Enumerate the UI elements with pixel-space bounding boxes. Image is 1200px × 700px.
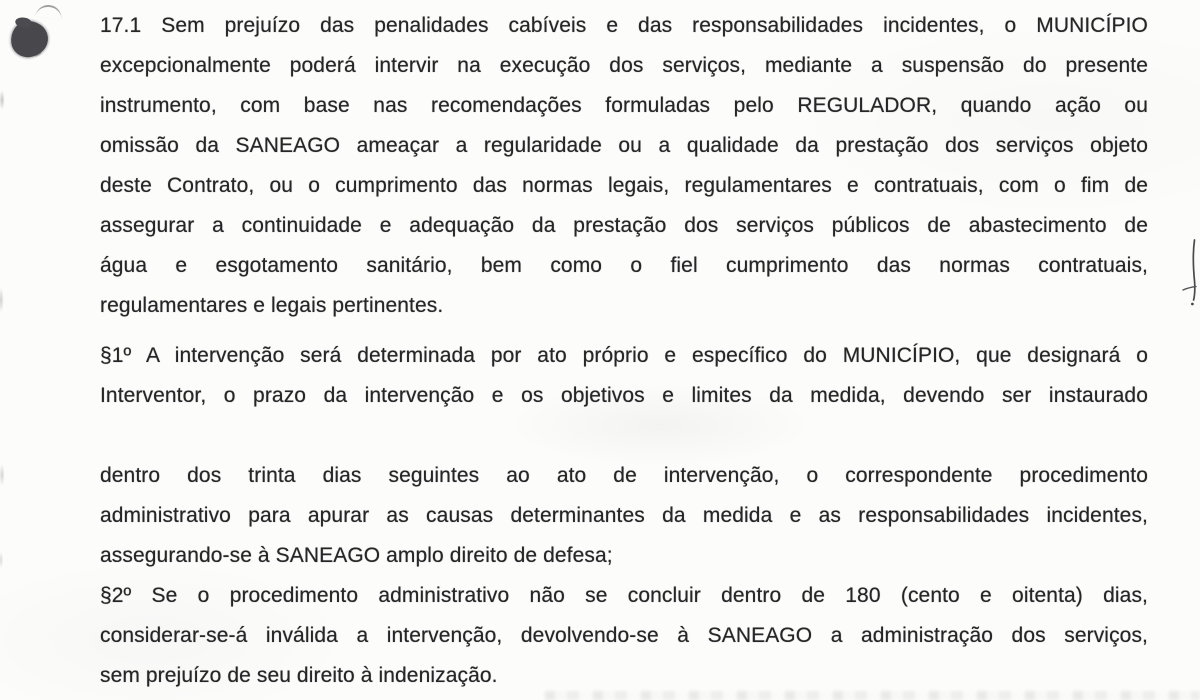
text-line: água e esgotamento sanitário, bem como o fiel cumprimento das normas contratuais, — [100, 254, 1148, 277]
text-line: Interventor, o prazo da intervenção e os objetivos e limites da medida, devendo ser instaurado — [100, 384, 1148, 407]
text-line: 17.1 Sem prejuízo das penalidades cabíveis e das responsabilidades incidentes, o MUNICÍPIO — [100, 14, 1148, 37]
text-line: deste Contrato, ou o cumprimento das normas legais, regulamentares e contratuais, com o fim de — [100, 174, 1148, 197]
text-line: excepcionalmente poderá intervir na execução dos serviços, mediante a suspensão do presente — [100, 54, 1148, 77]
text-line: assegurando-se à SANEAGO amplo direito de defesa; — [100, 544, 613, 567]
paragraph-1-section — [100, 336, 1148, 416]
text-line: §2º Se o procedimento administrativo não se concluir dentro de 180 (cento e oitenta) dias, — [100, 584, 1148, 607]
clause-17-1-paragraph — [100, 6, 1148, 326]
text-line: regulamentares e legais pertinentes. — [100, 294, 444, 317]
pen-stroke-artifact — [1180, 238, 1200, 310]
scan-shadow-artifact — [545, 691, 1200, 700]
left-edge-noise-artifact — [0, 0, 6, 700]
ink-blot-artifact — [9, 19, 50, 59]
text-line: administrativo para apurar as causas determinantes da medida e as responsabilidades incidentes, — [100, 504, 1148, 527]
pencil-arc-artifact — [35, 4, 62, 20]
text-line: assegurar a continuidade e adequação da prestação dos serviços públicos de abastecimento de — [100, 214, 1148, 237]
paragraph-1-continuation — [100, 456, 1148, 576]
text-line: dentro dos trinta dias seguintes ao ato de intervenção, o correspondente procedimento — [100, 464, 1148, 487]
text-line: considerar-se-á inválida a intervenção, devolvendo-se à SANEAGO a administração dos serviços, — [100, 624, 1148, 647]
text-line: §1º A intervenção será determinada por ato próprio e específico do MUNICÍPIO, que designará o — [100, 344, 1148, 367]
text-line: instrumento, com base nas recomendações formuladas pelo REGULADOR, quando ação ou — [100, 94, 1148, 117]
text-line: omissão da SANEAGO ameaçar a regularidade ou a qualidade da prestação dos serviços objeto — [100, 134, 1148, 157]
text-line: sem prejuízo de seu direito à indenização. — [100, 664, 498, 687]
paragraph-2-section — [100, 576, 1148, 696]
